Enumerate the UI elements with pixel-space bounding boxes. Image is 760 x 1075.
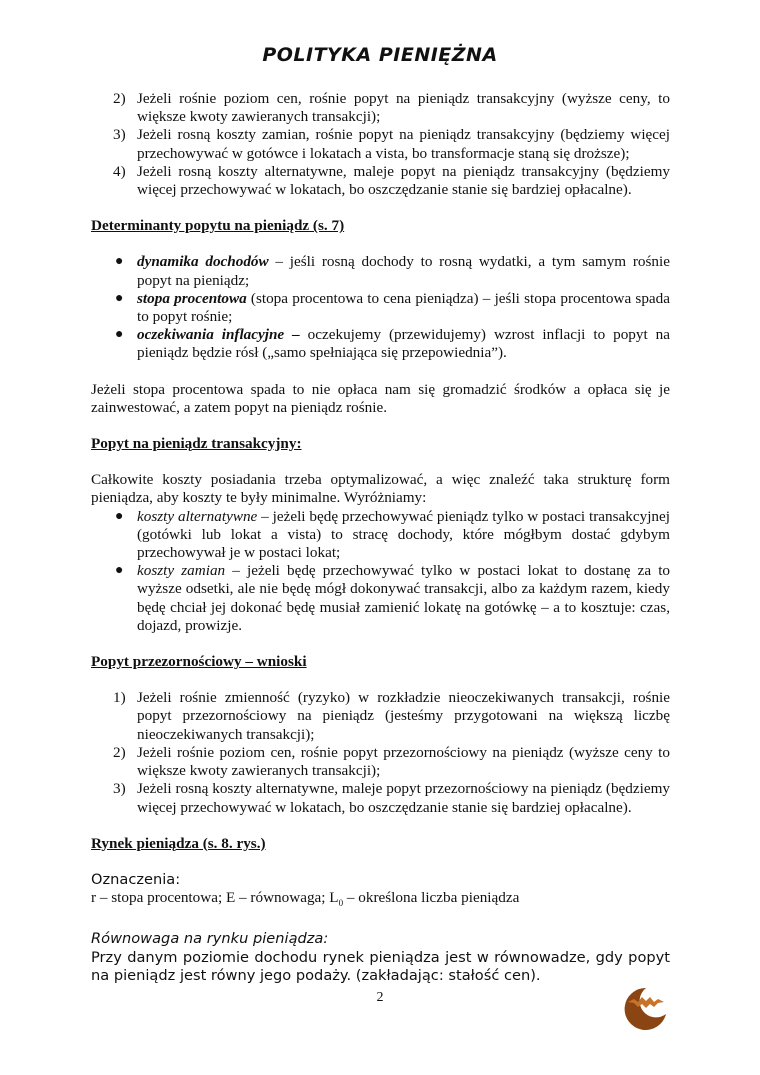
page-title: POLITYKA PIENIĘŻNA bbox=[262, 44, 498, 66]
list-item bbox=[91, 126, 670, 162]
list-number: 4) bbox=[113, 162, 126, 180]
list-item bbox=[91, 326, 670, 362]
list-number: 1) bbox=[113, 689, 126, 707]
section-heading-determinanty: Determinanty popytu na pieniądz (s. 7) bbox=[91, 217, 345, 235]
list-item bbox=[91, 90, 670, 126]
bullet-text: – jeżeli będę przechowywać pieniądz tylko w postaci transakcyjnej (gotówki lub lokat a vista) to stracę dochody, które mógłbym dostać gdybym przechowywał je w postaci lokat; bbox=[137, 507, 670, 562]
list-item bbox=[91, 253, 670, 289]
list-item-text: Jeżeli rośnie poziom cen, rośnie popyt na pieniądz transakcyjny (wyższe ceny, to większe kwoty zawieranych transakcji); bbox=[137, 90, 670, 126]
bullet-dot-icon: ● bbox=[115, 327, 124, 343]
paragraph: Przy danym poziomie dochodu rynek pieniądza jest w równowadze, gdy popyt na pieniądz jest równy jego podaży. (zakładając: stałość cen). bbox=[91, 948, 670, 984]
moon-crescent bbox=[625, 988, 666, 1030]
list-item bbox=[91, 562, 670, 635]
section-heading-rynek: Rynek pieniądza (s. 8. rys.) bbox=[91, 834, 266, 852]
bullet-text: oczekujemy (przewidujemy) wzrost inflacji to popyt na pieniądz będzie rósł („samo spełniająca się przepowiednia”). bbox=[137, 326, 670, 362]
section-heading-transakcyjny: Popyt na pieniądz transakcyjny: bbox=[91, 435, 302, 453]
bullet-dot-icon: ● bbox=[115, 254, 124, 270]
bullet-text: (stopa procentowa to cena pieniądza) – jeśli stopa procentowa spada to popyt rośnie; bbox=[137, 289, 670, 326]
subheading-rownowaga: Równowaga na rynku pieniądza: bbox=[91, 930, 329, 948]
bullet-term: stopa procentowa bbox=[137, 289, 247, 307]
list-item-text: Jeżeli rosną koszty alternatywne, maleje popyt na pieniądz transakcyjny (będziemy więcej przechowywać w lokatach, bo oszczędzanie stanie się bardziej opłacalne). bbox=[137, 162, 670, 199]
list-item-text: Jeżeli rośnie poziom cen, rośnie popyt przezornościowy na pieniądz (wyższe ceny to większe kwoty zawieranych transakcji); bbox=[137, 743, 670, 780]
list-item bbox=[91, 163, 670, 199]
bullet-text: – jeśli rosną dochody to rosną wydatki, a tym samym rośnie popyt na pieniądz; bbox=[137, 253, 670, 289]
list-number: 3) bbox=[113, 126, 126, 144]
bullet-list-determinanty bbox=[91, 253, 670, 362]
notation-text: r – stopa procentowa; E – równowaga; L bbox=[91, 889, 339, 907]
list-number: 2) bbox=[113, 90, 126, 107]
list-item bbox=[91, 290, 670, 326]
paragraph: Całkowite koszty posiadania trzeba optymalizować, a więc znaleźć taka strukturę form pieniądza, aby koszty te były minimalne. Wyróżniamy: bbox=[91, 471, 670, 507]
page-number: 2 bbox=[376, 990, 384, 1005]
numbered-list-przezornosciowy bbox=[91, 689, 670, 816]
paragraph: Jeżeli stopa procentowa spada to nie opłaca nam się gromadzić środków a opłaca się je zainwestować, a zatem popyt na pieniądz rośnie. bbox=[91, 380, 670, 416]
bullet-list-koszty bbox=[91, 508, 670, 635]
page-content bbox=[91, 90, 670, 985]
list-item-text: Jeżeli rosną koszty zamian, rośnie popyt na pieniądz transakcyjny (będziemy więcej przechowywać w gotówce i lokatach a vista, bo transformacje staną się droższe); bbox=[137, 126, 670, 162]
bullet-dot-icon: ● bbox=[115, 290, 124, 306]
numbered-list-top bbox=[91, 90, 670, 199]
list-item-text: Jeżeli rośnie zmienność (ryzyko) w rozkładzie nieoczekiwanych transakcji, rośnie popyt przezornościowy na pieniądz (jesteśmy przygotowani na większą liczbę nieoczekiwanych transakcji); bbox=[137, 689, 670, 743]
list-item-text: Jeżeli rosną koszty alternatywne, maleje popyt przezornościowy na pieniądz (będziemy więcej przechowywać w lokatach, bo oszczędzanie stanie się bardziej opłacalne). bbox=[137, 780, 670, 816]
section-heading-przezornosciowy: Popyt przezornościowy – wnioski bbox=[91, 653, 307, 671]
notation-line bbox=[91, 889, 670, 912]
bullet-term: oczekiwania inflacyjne – bbox=[137, 326, 300, 344]
bullet-dot-icon: ● bbox=[115, 563, 124, 579]
list-item bbox=[91, 780, 670, 816]
notation-text: – określona liczba pieniądza bbox=[343, 889, 520, 907]
bullet-term: koszty zamian bbox=[137, 562, 226, 580]
list-number: 2) bbox=[113, 743, 126, 761]
bullet-term: koszty alternatywne bbox=[137, 507, 258, 525]
list-item bbox=[91, 508, 670, 563]
notation-subscript: 0 bbox=[338, 898, 344, 909]
list-number: 3) bbox=[113, 780, 126, 798]
bat-moon-logo-icon bbox=[620, 984, 670, 1034]
list-item bbox=[91, 744, 670, 780]
notation-label: Oznaczenia: bbox=[91, 870, 181, 888]
bullet-term: dynamika dochodów bbox=[137, 253, 269, 271]
bullet-text: – jeżeli będę przechowywać tylko w postaci lokat to dostanę za to wyższe odsetki, ale nie będę mógł dokonywać transakcji, albo za każdym razem, kiedy będę chciał jej dokonać będę musiał zamienić lokatę na gotówkę – a to kosztuje: czas, dojazd, prowizje. bbox=[137, 562, 671, 634]
bullet-dot-icon: ● bbox=[115, 508, 124, 524]
list-item bbox=[91, 689, 670, 744]
